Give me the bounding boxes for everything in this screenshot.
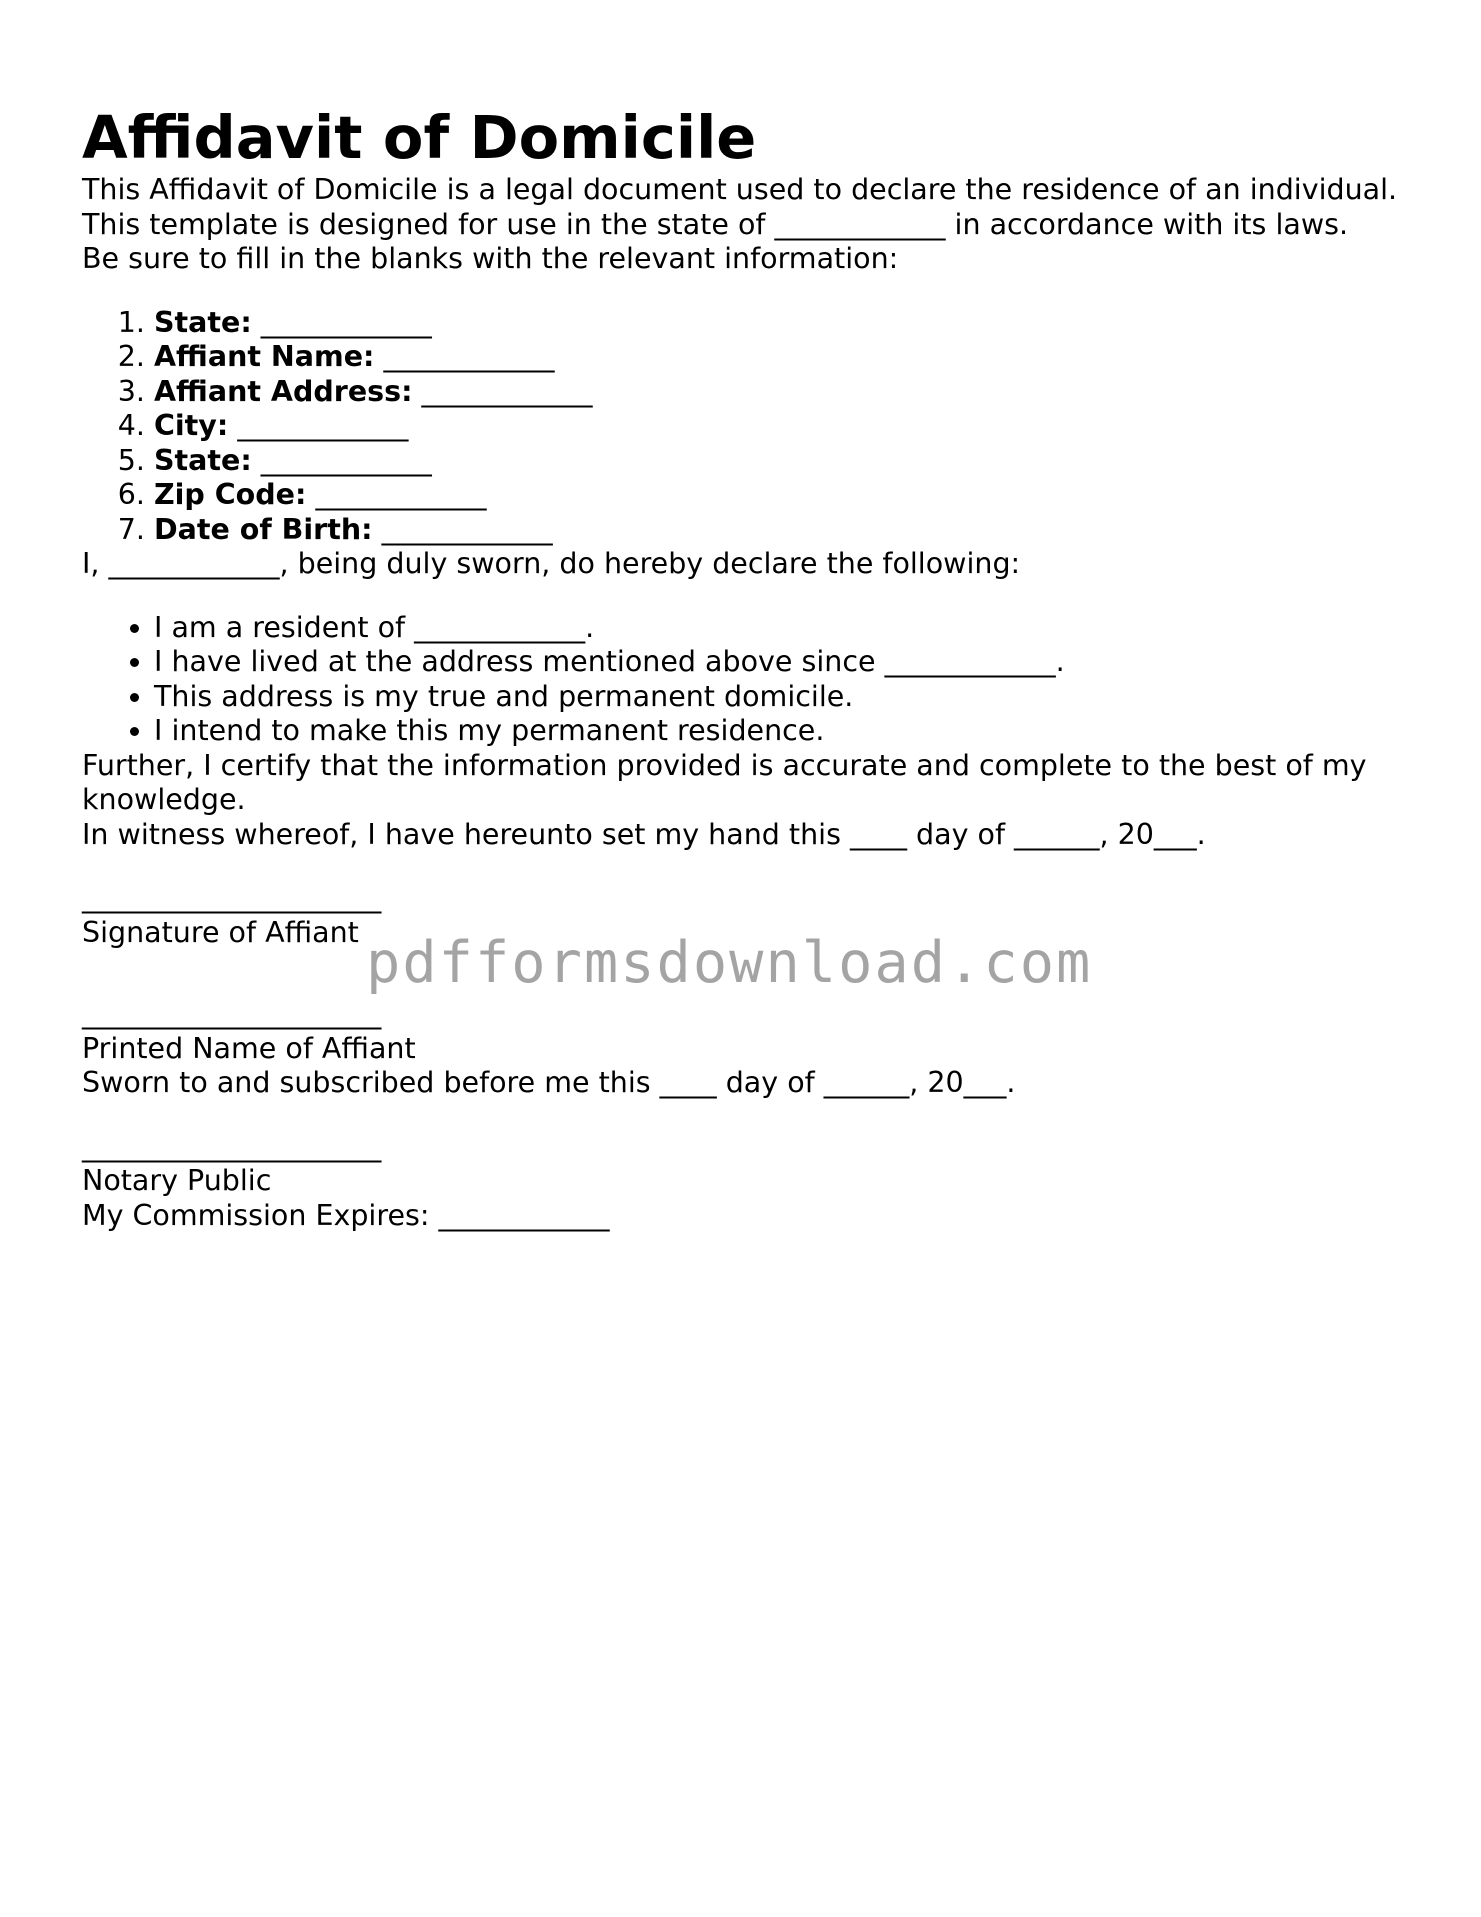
statement-item: • I intend to make this my permanent residence. [154,714,1412,749]
statement-item: • This address is my true and permanent domicile. [154,680,1412,715]
signature-label: Signature of Affiant [82,915,359,949]
field-label: State: [154,443,252,477]
field-blank: ____________ [374,340,555,373]
printed-name-label: Printed Name of Affiant [82,1031,416,1065]
notary-block [82,1130,1412,1199]
statement-item: • I have lived at the address mentioned above since ____________. [154,645,1412,680]
field-blank: ____________ [251,305,432,339]
field-blank: ____________ [306,478,487,511]
intro-paragraph: This Affidavit of Domicile is a legal document used to declare the residence of an individual. This template is designed for use in the state of ____________ in accordance with its laws. [82,173,1398,241]
field-item-date-of-birth [154,513,1412,548]
field-label: Affiant Name: [154,340,375,373]
field-label: Zip Code: [154,478,307,511]
field-item-state [154,306,1412,341]
field-item-city [154,409,1412,444]
field-item-affiant-address [154,375,1412,410]
field-item-zip-code [154,478,1412,513]
field-label: Date of Birth: [154,512,373,546]
certify-paragraph: Further, I certify that the information provided is accurate and complete to the best of my knowledge. [82,748,1367,816]
signature-block [82,881,1412,950]
field-blank: ____________ [412,374,593,408]
watermark-text: pdfformsdownload.com [366,930,1093,996]
fields-list [82,306,1412,548]
statement-item: • I am a resident of ____________. [154,611,1412,646]
declaration-paragraph: I, ____________, being duly sworn, do hereby declare the following: [82,547,1021,580]
commission-paragraph: My Commission Expires: ____________ [82,1198,610,1232]
notary-line: _____________________ [82,1129,382,1163]
field-item-affiant-name [154,340,1412,375]
notary-label: Notary Public [82,1164,272,1197]
field-label: Affiant Address: [154,374,413,408]
field-blank: ____________ [251,443,432,477]
field-item-state-2 [154,444,1412,479]
document-page [82,0,1412,1233]
sworn-paragraph: Sworn to and subscribed before me this ____ day of ______, 20___. [82,1066,1016,1099]
field-label: City: [154,409,229,442]
fill-note: Be sure to fill in the blanks with the relevant information: [82,242,899,275]
field-blank: ____________ [228,409,409,442]
printed-name-line: _____________________ [82,997,382,1030]
page-title: Affidavit of Domicile [82,103,757,172]
witness-paragraph: In witness whereof, I have hereunto set my hand this ____ day of ______, 20___. [82,817,1206,851]
field-blank: ____________ [372,512,553,546]
statements-list [82,611,1412,749]
signature-line: _____________________ [82,881,382,914]
printed-name-block [82,997,1412,1066]
field-label: State: [154,305,252,339]
